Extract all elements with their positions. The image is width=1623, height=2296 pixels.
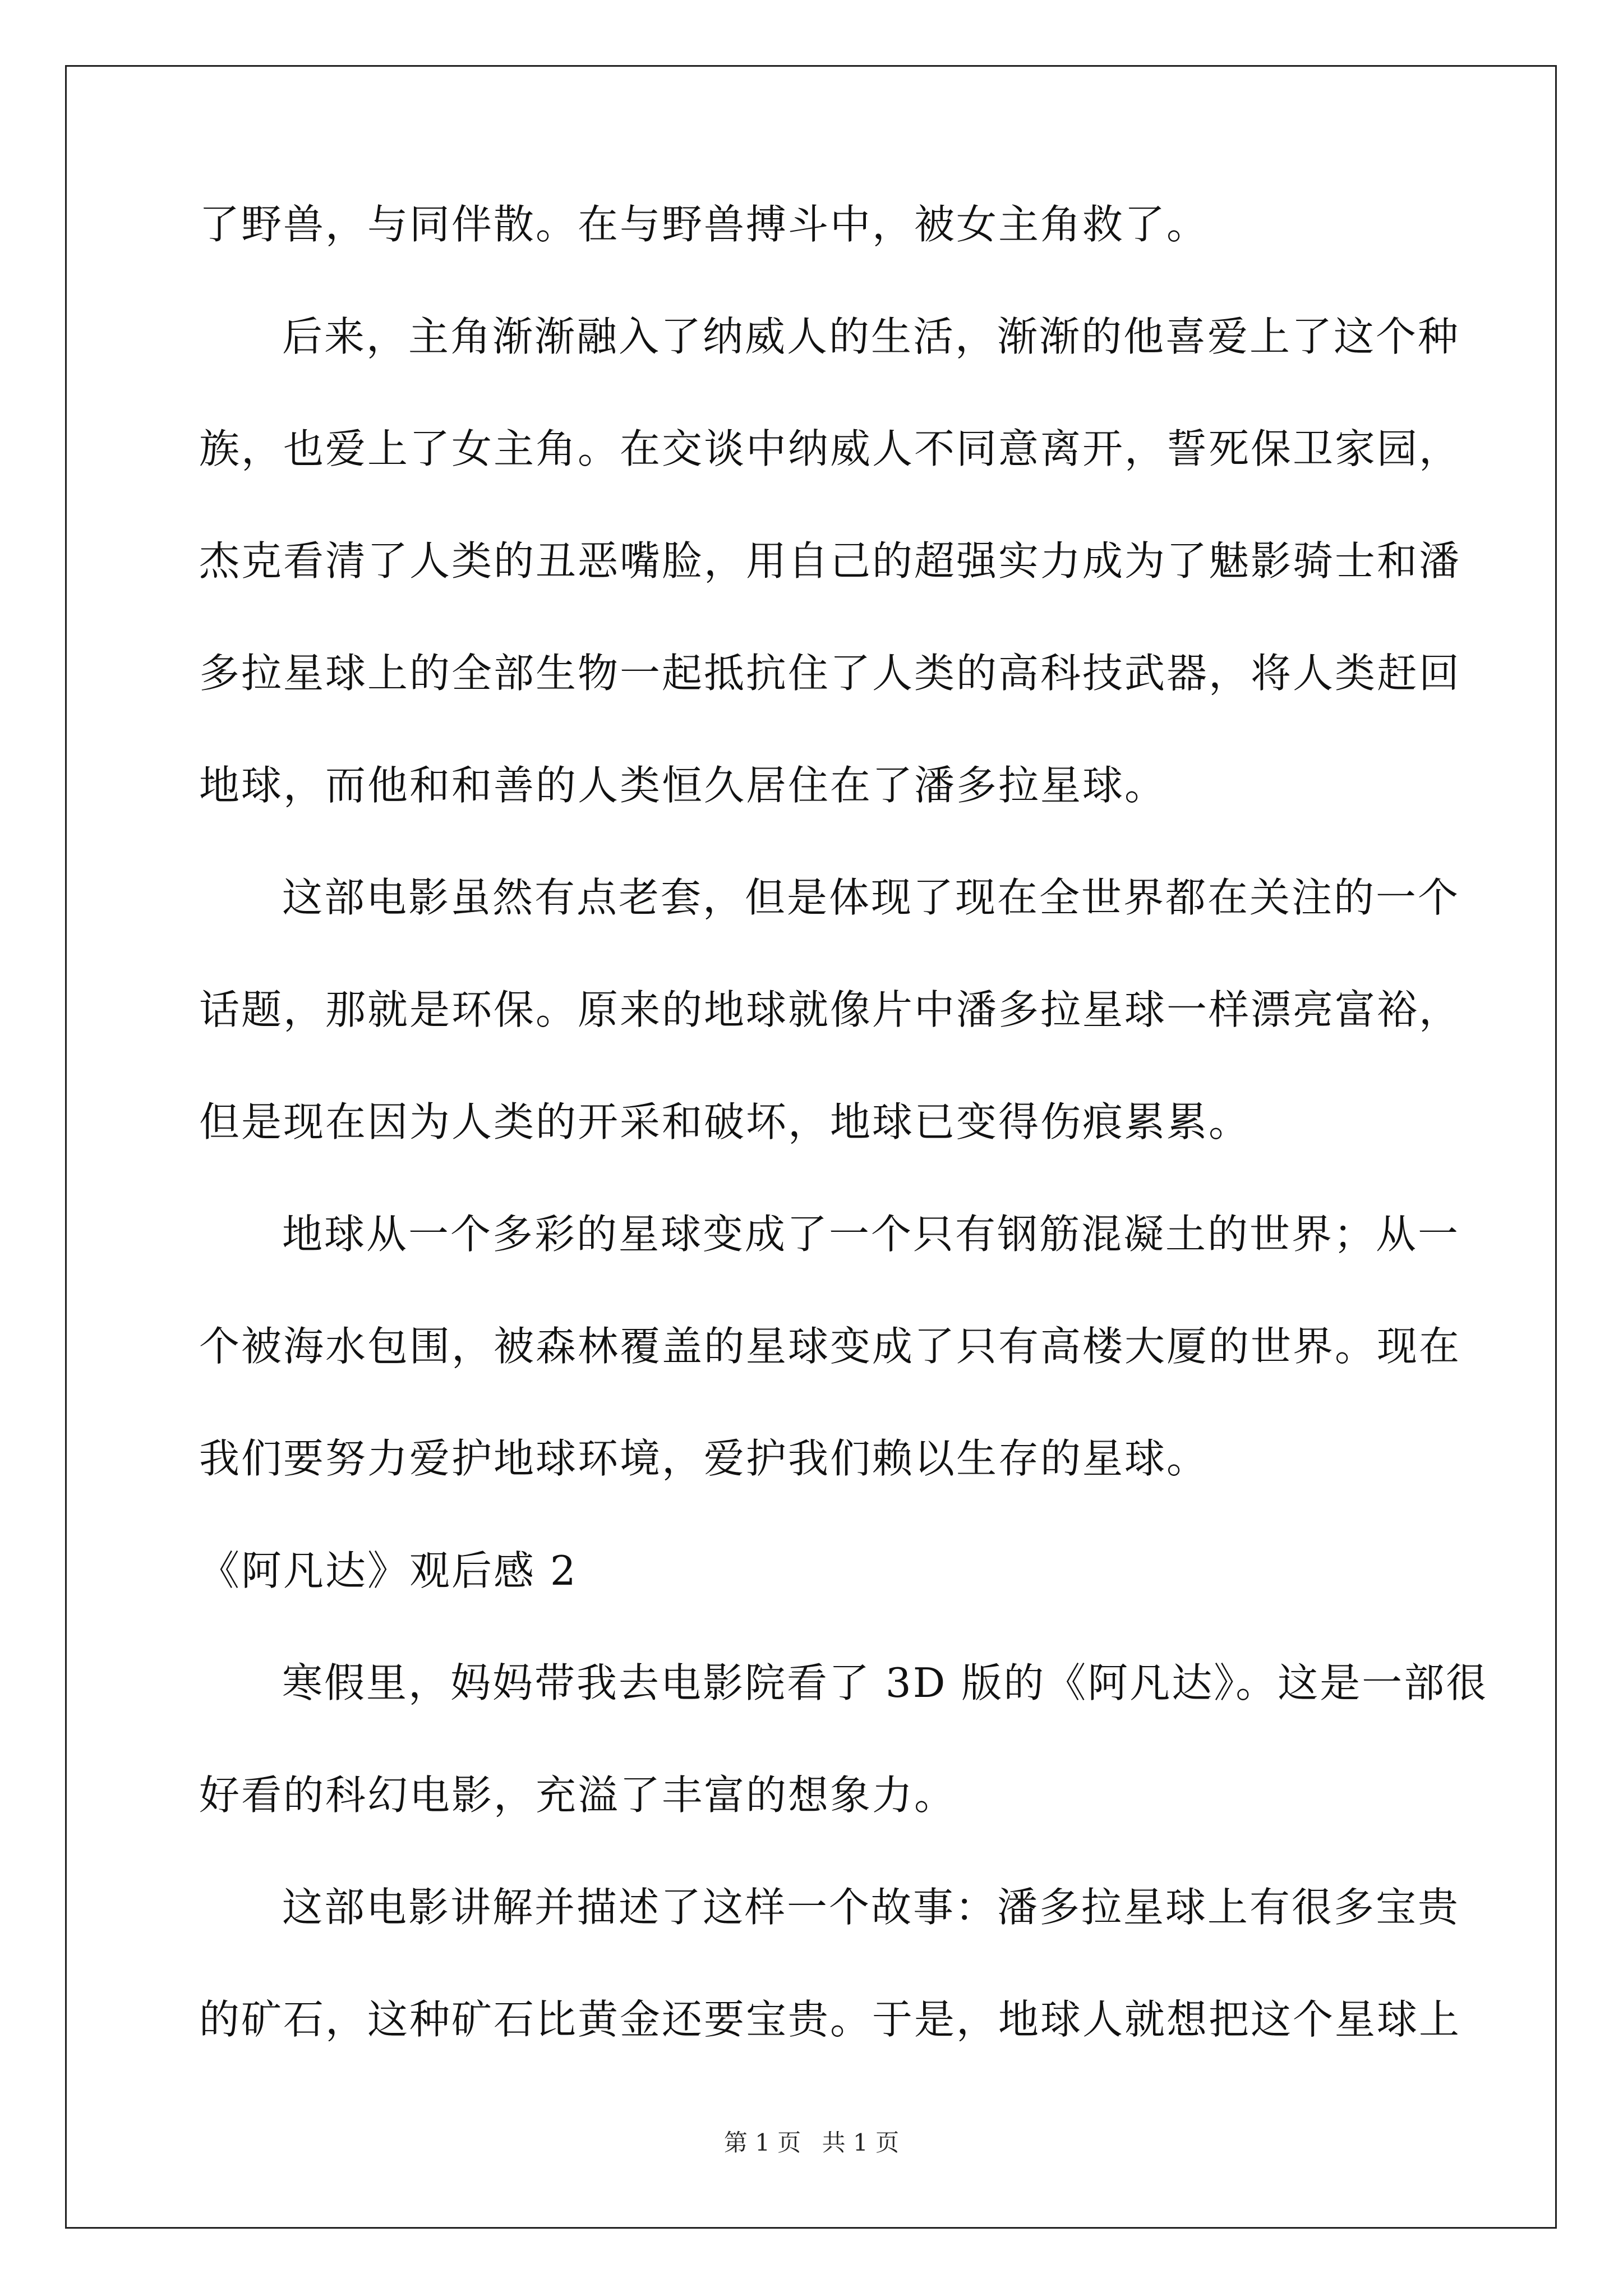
text-line: 地球，而他和和善的人类恒久居住在了潘多拉星球。 (199, 762, 1167, 809)
section-title: 《阿凡达》观后感 2 (199, 1547, 578, 1594)
paragraph-3 (199, 869, 1461, 1150)
text-line: 的矿石，这种矿石比黄金还要宝贵。于是，地球人就想把这个星球上 (199, 1996, 1461, 2043)
document-body (199, 196, 1488, 2104)
text-line: 我们要努力爱护地球环境，爱护我们赖以生存的星球。 (199, 1435, 1209, 1482)
text-line: 寒假里，妈妈带我去电影院看了 3D 版的《阿凡达》。这是一部很 (282, 1659, 1488, 1706)
text-line: 这部电影讲解并描述了这样一个故事：潘多拉星球上有很多宝贵 (282, 1884, 1460, 1931)
text-line: 族，也爱上了女主角。在交谈中纳威人不同意离开，誓死保卫家园， (199, 425, 1461, 472)
text-line: 地球从一个多彩的星球变成了一个只有钢筋混凝土的世界；从一 (282, 1211, 1460, 1258)
page-total: 共 1 页 (822, 2129, 900, 2156)
text-line: 话题，那就是环保。原来的地球就像片中潘多拉星球一样漂亮富裕， (199, 986, 1461, 1033)
paragraph-2 (199, 309, 1461, 813)
text-line: 好看的科幻电影，充溢了丰富的想象力。 (199, 1772, 957, 1819)
paragraph-1 (199, 196, 1433, 252)
text-line: 多拉星球上的全部生物一起抵抗住了人类的高科技武器，将人类赶回 (199, 650, 1461, 697)
text-line: 个被海水包围，被森林覆盖的星球变成了只有高楼大厦的世界。现在 (199, 1323, 1461, 1370)
text-line: 这部电影虽然有点老套，但是体现了现在全世界都在关注的一个 (282, 874, 1460, 921)
text-line: 但是现在因为人类的开采和破坏，地球已变得伤痕累累。 (199, 1098, 1251, 1145)
text-line: 杰克看清了人类的丑恶嘴脸，用自己的超强实力成为了魅影骑士和潘 (199, 537, 1461, 585)
paragraph-5 (199, 1655, 1488, 1823)
page-footer (0, 2126, 1623, 2160)
page-number: 第 1 页 (723, 2129, 801, 2156)
paragraph-4 (199, 1206, 1461, 1487)
text-line: 后来，主角渐渐融入了纳威人的生活，渐渐的他喜爱上了这个种 (282, 313, 1460, 360)
paragraph-6 (199, 1879, 1461, 2047)
text-line: 了野兽，与同伴散。在与野兽搏斗中，被女主角救了。 (199, 201, 1209, 248)
